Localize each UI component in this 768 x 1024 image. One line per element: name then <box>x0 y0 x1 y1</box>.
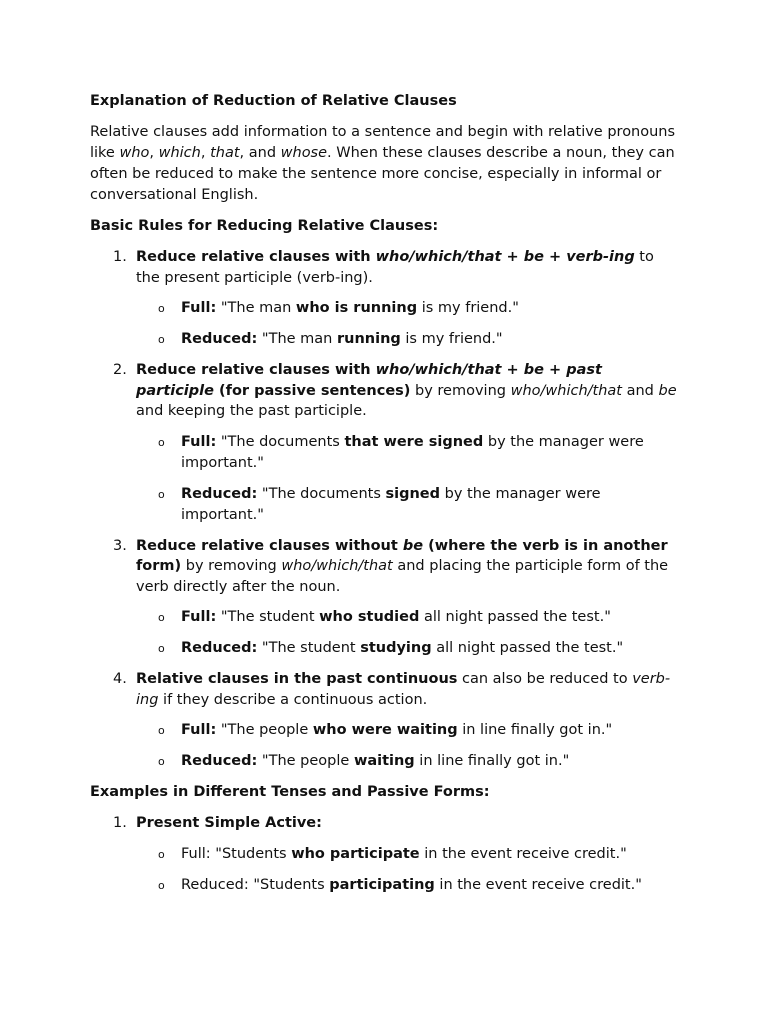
intro-which: which <box>158 145 201 161</box>
reduced-label: Reduced: <box>181 485 258 502</box>
rule-italic: be <box>658 382 677 399</box>
examples-list <box>90 813 682 896</box>
full-label: Full: <box>181 300 217 316</box>
rule-italic: who/which/that <box>510 382 622 399</box>
reduced-example <box>90 751 682 772</box>
full-example <box>90 298 682 319</box>
bullet-icon: o <box>158 302 165 315</box>
intro-that: that <box>210 145 240 161</box>
reduced-example <box>90 638 682 659</box>
rule-text <box>136 669 682 710</box>
intro-text-end: . When these clauses describe a noun, they can often be reduced to make the sentence more concise, especially in informal or conversational English. <box>90 145 675 203</box>
example-bold: that were signed <box>344 433 484 450</box>
rule-text <box>136 536 682 598</box>
example-label <box>136 813 682 834</box>
rule-text <box>136 247 682 288</box>
full-label: Full: <box>181 433 217 450</box>
rule-item <box>90 669 682 772</box>
intro-who: who <box>119 145 150 161</box>
example-text: all night passed the test." <box>419 609 611 625</box>
example-bold: who participate <box>291 845 420 862</box>
rule-item <box>90 360 682 526</box>
example-text: "The people <box>216 722 313 738</box>
reduced-example <box>90 329 682 350</box>
rule-bold: Reduce relative clauses without <box>136 537 403 554</box>
rule-italic: verb-ing <box>136 671 671 708</box>
example-text: all night passed the test." <box>431 640 624 656</box>
rule-plain: can also be reduced to <box>457 671 633 687</box>
bullet-icon: o <box>158 487 165 501</box>
reduced-label: Reduced: <box>181 331 258 347</box>
bullet-icon: o <box>158 435 165 449</box>
rule-item <box>90 536 682 660</box>
bullet-icon: o <box>158 333 165 346</box>
example-bold: who studied <box>319 609 420 625</box>
example-bold: studying <box>360 640 432 656</box>
document-page <box>90 91 682 896</box>
example-text: "The student <box>257 640 361 656</box>
full-example <box>90 432 682 474</box>
rule-bold: Reduce relative clauses with <box>136 249 376 265</box>
full-example <box>90 720 682 741</box>
example-bold: participating <box>329 876 435 893</box>
rule-text <box>136 360 682 422</box>
example-forms <box>136 844 682 896</box>
example-bold: who were waiting <box>312 722 458 738</box>
example-text: in the event receive credit." <box>419 845 627 862</box>
full-label: Full: <box>181 722 217 738</box>
rule-bold-italic: who/which/that + be + past participle <box>136 362 602 399</box>
rule-number: 1. <box>113 249 127 265</box>
bullet-icon: o <box>158 611 165 624</box>
rule-plain: to the present participle (verb-ing). <box>136 249 654 286</box>
example-text: in the event receive credit." <box>434 876 642 893</box>
rule-bold: (where the verb is in another form) <box>136 537 668 574</box>
example-bold: who is running <box>295 300 418 316</box>
intro-paragraph <box>90 122 682 206</box>
rule-plain: by removing <box>181 558 282 574</box>
example-text: by the manager were important." <box>181 485 601 523</box>
rule-number: 3. <box>113 537 127 554</box>
full-example <box>90 607 682 628</box>
example-text: Full: "Students <box>181 845 292 862</box>
example-text: in line finally got in." <box>414 753 570 769</box>
rule-examples <box>136 432 682 526</box>
example-text: "The man <box>257 331 337 347</box>
example-text: "The documents <box>257 485 386 502</box>
reduced-label: Reduced: <box>181 753 258 769</box>
rule-examples <box>136 720 682 772</box>
rule-plain: by removing <box>410 382 511 399</box>
example-text: "The student <box>216 609 320 625</box>
rule-plain: and placing the participle form of the verb directly after the noun. <box>136 558 669 595</box>
reduced-label: Reduced: <box>181 640 258 656</box>
intro-sep: , <box>149 145 159 161</box>
example-text: "The people <box>257 753 354 769</box>
intro-sep: , <box>200 145 211 161</box>
rule-plain: and <box>621 382 659 399</box>
intro-text: Relative clauses add information to a sentence and begin with relative pronouns like <box>90 124 676 161</box>
full-label: Full: <box>181 609 217 625</box>
basic-rules-heading: Basic Rules for Reducing Relative Clauses: <box>90 218 439 234</box>
example-bold: waiting <box>353 753 415 769</box>
rule-number: 2. <box>113 362 127 378</box>
document-title: Explanation of Reduction of Relative Clauses <box>90 93 457 109</box>
example-text: in line finally got in." <box>457 722 613 738</box>
rule-examples <box>136 298 682 350</box>
example-tense-label: Present Simple Active: <box>136 815 322 831</box>
reduced-example <box>90 484 682 526</box>
rule-examples <box>136 607 682 659</box>
rules-list <box>90 247 682 772</box>
rule-plain: if they describe a continuous action. <box>158 691 428 708</box>
rule-plain: and keeping the past participle. <box>136 403 367 419</box>
rule-number: 4. <box>113 671 127 687</box>
bullet-icon: o <box>158 847 165 861</box>
rule-bold-italic: be <box>402 537 424 554</box>
example-item <box>90 813 682 896</box>
example-text: is my friend." <box>400 331 503 347</box>
example-bold: running <box>336 331 401 347</box>
rule-bold: Reduce relative clauses with <box>136 362 376 378</box>
example-bold: signed <box>385 485 441 502</box>
bullet-icon: o <box>158 642 165 655</box>
example-text: "The documents <box>216 433 345 450</box>
example-text: is my friend." <box>417 300 519 316</box>
intro-whose: whose <box>280 145 328 161</box>
rule-bold-italic: who/which/that + be + verb-ing <box>375 249 635 265</box>
rule-item <box>90 247 682 350</box>
bullet-icon: o <box>158 755 165 768</box>
rule-italic: who/which/that <box>281 558 393 574</box>
full-example <box>90 844 682 865</box>
example-text: Reduced: "Students <box>181 876 330 893</box>
reduced-example <box>90 875 682 896</box>
bullet-icon: o <box>158 878 165 892</box>
example-text: "The man <box>216 300 296 316</box>
example-number: 1. <box>113 815 127 831</box>
intro-sep: , and <box>239 145 281 161</box>
rule-bold: (for passive sentences) <box>213 382 411 399</box>
example-text: by the manager were important." <box>181 433 644 471</box>
bullet-icon: o <box>158 724 165 737</box>
rule-bold: Relative clauses in the past continuous <box>136 671 458 687</box>
examples-heading: Examples in Different Tenses and Passive Forms: <box>90 784 490 800</box>
